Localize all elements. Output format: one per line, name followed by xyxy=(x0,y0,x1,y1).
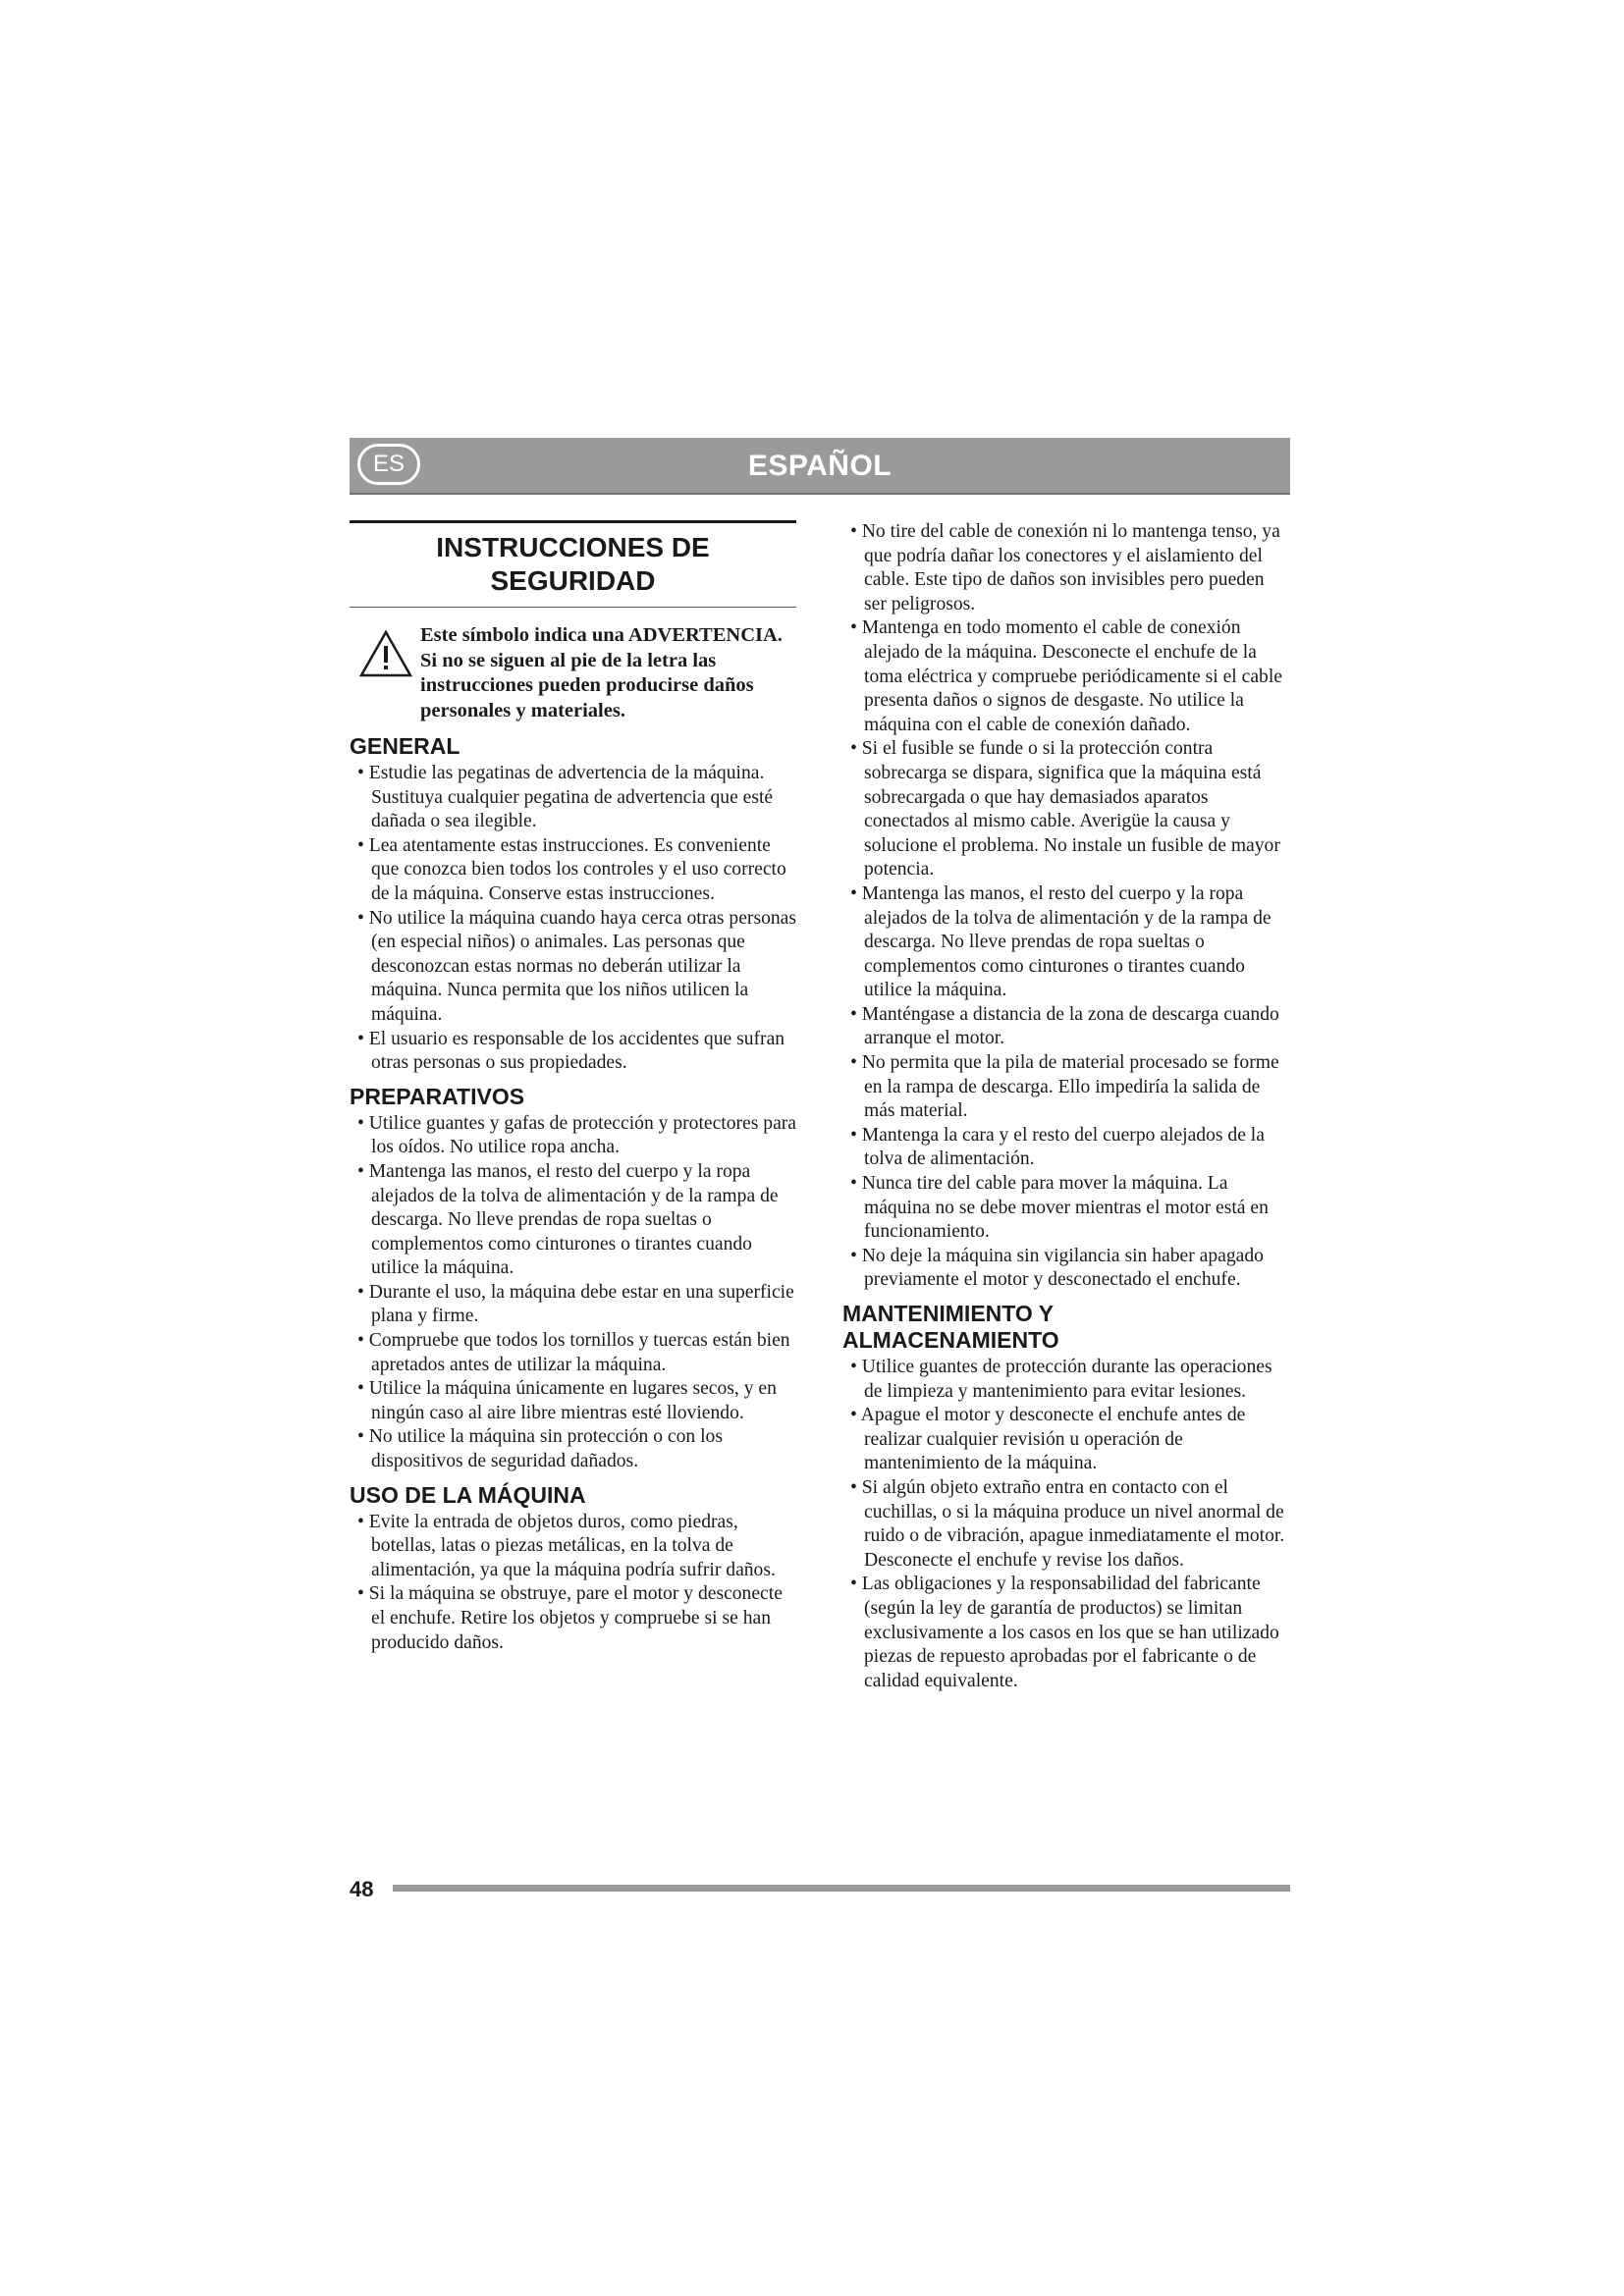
list-item: • Evite la entrada de objetos duros, como piedras, botellas, latas o piezas metálicas, en la tolva de alimentación, ya que la máquina podría sufrir daños. xyxy=(357,1511,776,1580)
page-number: 48 xyxy=(350,1877,374,1901)
list-item: • Si el fusible se funde o si la protección contra sobrecarga se dispara, significa que la máquina está sobrecargada o que hay demasiados aparatos conectados al mismo cable. Averigüe la causa y solucione el problema. No instale un fusible de mayor potencia. xyxy=(850,738,1280,881)
section-heading: USO DE LA MÁQUINA xyxy=(350,1481,586,1508)
list-item: • Utilice guantes y gafas de protección y protectores para los oídos. No utilice ropa ancha. xyxy=(357,1112,796,1158)
list-item: • Mantenga las manos, el resto del cuerpo y la ropa alejados de la tolva de alimentación y de la rampa de descarga. No lleve prendas de ropa sueltas o complementos como cinturones o tirantes cuando utilice la máquina. xyxy=(850,882,1272,1001)
warning-triangle-icon xyxy=(359,629,412,678)
section-heading: PREPARATIVOS xyxy=(350,1083,525,1109)
list-item: • Mantenga las manos, el resto del cuerpo y la ropa alejados de la tolva de alimentación y de la rampa de descarga. No lleve prendas de ropa sueltas o complementos como cinturones o tirantes cuando utilice la máquina. xyxy=(357,1160,779,1279)
list-item: • Lea atentamente estas instrucciones. Es conveniente que conozca bien todos los controles y el uso correcto de la máquina. Conserve estas instrucciones. xyxy=(357,834,786,904)
left-column xyxy=(350,520,796,1655)
list-item: • Si la máquina se obstruye, pare el motor y desconecte el enchufe. Retire los objetos y compruebe si se han producido daños. xyxy=(357,1583,783,1653)
list-item: • El usuario es responsable de los accidentes que sufran otras personas o sus propiedades. xyxy=(357,1028,785,1074)
list-item: • Durante el uso, la máquina debe estar en una superficie plana y firme. xyxy=(357,1281,794,1327)
list-item: • No deje la máquina sin vigilancia sin haber apagado previamente el motor y desconectado el enchufe. xyxy=(850,1245,1264,1291)
section-uso-de-la-maquina xyxy=(350,1482,796,1656)
language-header-bar xyxy=(350,438,1290,495)
language-title: ESPAÑOL xyxy=(747,450,893,482)
list-item: • Nunca tire del cable para mover la máquina. La máquina no se debe mover mientras el motor está en funcionamiento. xyxy=(850,1173,1269,1243)
list-item: • No tire del cable de conexión ni lo mantenga tenso, ya que podría dañar los conectores y el aislamiento del cable. Este tipo de daños son invisibles pero pueden ser peligrosos. xyxy=(850,521,1280,614)
list-item: • Estudie las pegatinas de advertencia de la máquina. Sustituya cualquier pegatina de advertencia que esté dañada o sea ilegible. xyxy=(357,763,774,832)
right-column xyxy=(842,520,1289,1693)
warning-notice xyxy=(350,623,796,723)
section-heading: MANTENIMIENTO Y ALMACENAMIENTO xyxy=(842,1301,1059,1353)
list-item: • Utilice la máquina únicamente en lugares secos, y en ningún caso al aire libre mientras esté lloviendo. xyxy=(357,1378,777,1423)
list-item: • No utilice la máquina sin protección o con los dispositivos de seguridad dañados. xyxy=(357,1426,723,1472)
list-item: • Apague el motor y desconecte el enchufe antes de realizar cualquier revisión u operación de mantenimiento de la máquina. xyxy=(850,1405,1246,1474)
language-code-badge: ES xyxy=(357,444,420,485)
section-heading: GENERAL xyxy=(350,733,460,759)
list-item: • Si algún objeto extraño entra en contacto con el cuchillas, o si la máquina produce un nivel anormal de ruido o de vibración, apague inmediatamente el motor. Desconecte el enchufe y revise los daños. xyxy=(850,1476,1285,1571)
warning-text: Este símbolo indica una ADVERTENCIA. Si no se siguen al pie de la letra las instrucciones pueden producirse daños personales y materiales. xyxy=(420,624,783,721)
list-item: • Mantenga en todo momento el cable de conexión alejado de la máquina. Desconecte el enchufe de la toma eléctrica y compruebe periódicamente si el cable presenta daños o signos de desgaste. No utilice la máquina con el cable de conexión dañado. xyxy=(850,617,1282,735)
page-title: INSTRUCCIONES DE SEGURIDAD xyxy=(436,532,710,596)
list-item: • Mantenga la cara y el resto del cuerpo alejados de la tolva de alimentación. xyxy=(850,1124,1265,1170)
section-general xyxy=(350,733,796,1076)
section-mantenimiento xyxy=(842,1301,1289,1693)
list-item: • No utilice la máquina cuando haya cerca otras personas (en especial niños) o animales. Las personas que desconozcan estas normas no deberán utilizar la máquina. Nunca permita que los niños utilicen la máquina. xyxy=(357,907,796,1025)
list-item: • Las obligaciones y la responsabilidad del fabricante (según la ley de garantía de productos) se limitan exclusivamente a los casos en los que se han utilizado piezas de repuesto aprobadas por el fabricante o de calidad equivalente. xyxy=(850,1574,1279,1691)
section-preparativos xyxy=(350,1084,796,1474)
list-item: • Compruebe que todos los tornillos y tuercas están bien apretados antes de utilizar la máquina. xyxy=(357,1330,790,1375)
list-item: • Manténgase a distancia de la zona de descarga cuando arranque el motor. xyxy=(850,1003,1279,1049)
title-block xyxy=(350,520,796,608)
list-item: • No permita que la pila de material procesado se forme en la rampa de descarga. Ello impediría la salida de más material. xyxy=(850,1052,1279,1122)
section-uso-continued xyxy=(842,520,1289,1293)
list-item: • Utilice guantes de protección durante las operaciones de limpieza y mantenimiento para evitar lesiones. xyxy=(850,1357,1272,1402)
footer-rule xyxy=(393,1885,1290,1892)
